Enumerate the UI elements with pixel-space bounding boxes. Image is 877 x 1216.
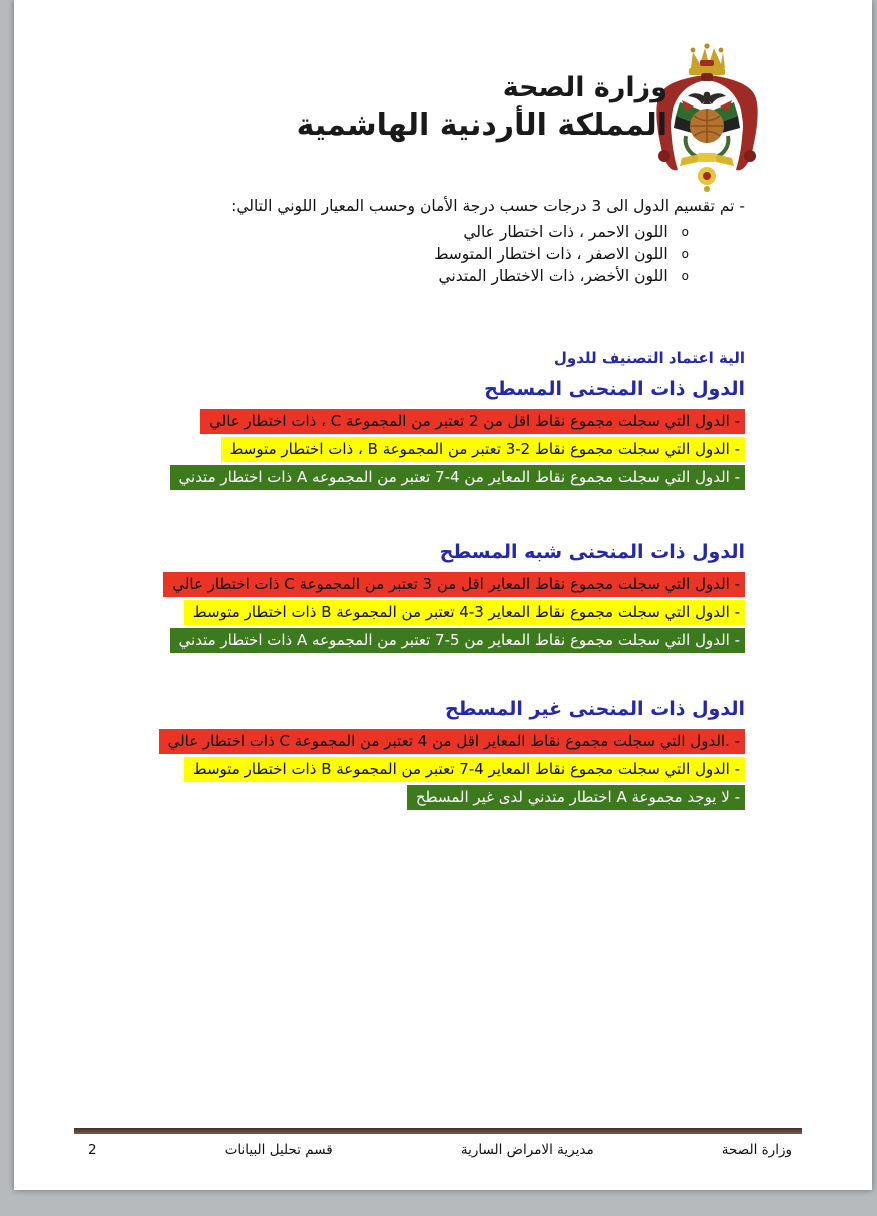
risk-medium-line: - الدول التي سجلت مجموع نقاط 2-3 تعتبر من المجموعة B ، ذات اختطار متوسط [221,437,745,462]
ministry-name: وزارة الصحة [502,72,667,103]
circle-bullet-icon: o [681,247,689,261]
section-heading: الدول ذات المنحنى غير المسطح [444,698,745,720]
classification-title: الية اعتماد التصنيف للدول [553,349,745,367]
footer-department: قسم تحليل البيانات [224,1142,333,1158]
section-semi-flat-curve [105,541,745,656]
circle-bullet-icon: o [681,269,689,283]
legend-yellow-label: اللون الاصفر ، ذات اختطار المتوسط [434,245,668,263]
risk-medium-line: - الدول التي سجلت مجموع نقاط المعاير 4-7 تعتبر من المجموعة B ذات اختطار متوسط [184,757,745,782]
risk-low-line: - الدول التي سجلت مجموع نقاط المعاير من 5-7 تعتبر من المجموعه A ذات اختطار متدني [170,628,745,653]
kingdom-name: المملكة الأردنية الهاشمية [296,108,667,144]
risk-low-line: - الدول التي سجلت مجموع نقاط المعاير من 4-7 تعتبر من المجموعه A ذات اختطار متدني [170,465,745,490]
intro-list [125,197,745,289]
footer-rule [74,1128,802,1134]
risk-high-line: - الدول التي سجلت مجموع نقاط المعاير اقل من 3 تعتبر من المجموعة C ذات اختطار عالي [163,572,745,597]
footer-ministry: وزارة الصحة [721,1142,792,1158]
section-flat-curve [105,378,745,493]
circle-bullet-icon: o [681,225,689,239]
risk-low-line: - لا يوجد مجموعة A اختطار متدني لدى غير المسطح [407,785,745,810]
legend-green [125,267,745,285]
legend-red [125,223,745,241]
risk-medium-line: - الدول التي سجلت مجموع نقاط المعاير 3-4 تعتبر من المجموعة B ذات اختطار متوسط [184,600,745,625]
intro-bullet: - تم تقسيم الدول الى 3 درجات حسب درجة الأمان وحسب المعيار اللوني التالي: [231,197,745,215]
footer-directorate: مديرية الامراض السارية [460,1142,594,1158]
legend-green-label: اللون الأخضر، ذات الاختطار المتدني [438,267,668,285]
section-heading: الدول ذات المنحنى شبه المسطح [439,541,745,563]
section-heading: الدول ذات المنحنى المسطح [484,378,745,400]
medal-icon [698,167,716,192]
risk-high-line: - الدول التي سجلت مجموع نقاط اقل من 2 تعتبر من المجموعة C ، ذات اختطار عالي [200,409,745,434]
ministry-header [297,70,667,147]
legend-yellow [125,245,745,263]
section-non-flat-curve [105,698,745,813]
page-footer [74,1128,802,1158]
risk-high-line: - .الدول التي سجلت مجموع نقاط المعاير اقل من 4 تعتبر من المجموعة C ذات اختطار عالي [159,729,745,754]
document-page [14,0,872,1190]
legend-red-label: اللون الاحمر ، ذات اختطار عالي [463,223,668,241]
crown-icon [689,43,725,75]
page-number: 2 [88,1142,97,1158]
